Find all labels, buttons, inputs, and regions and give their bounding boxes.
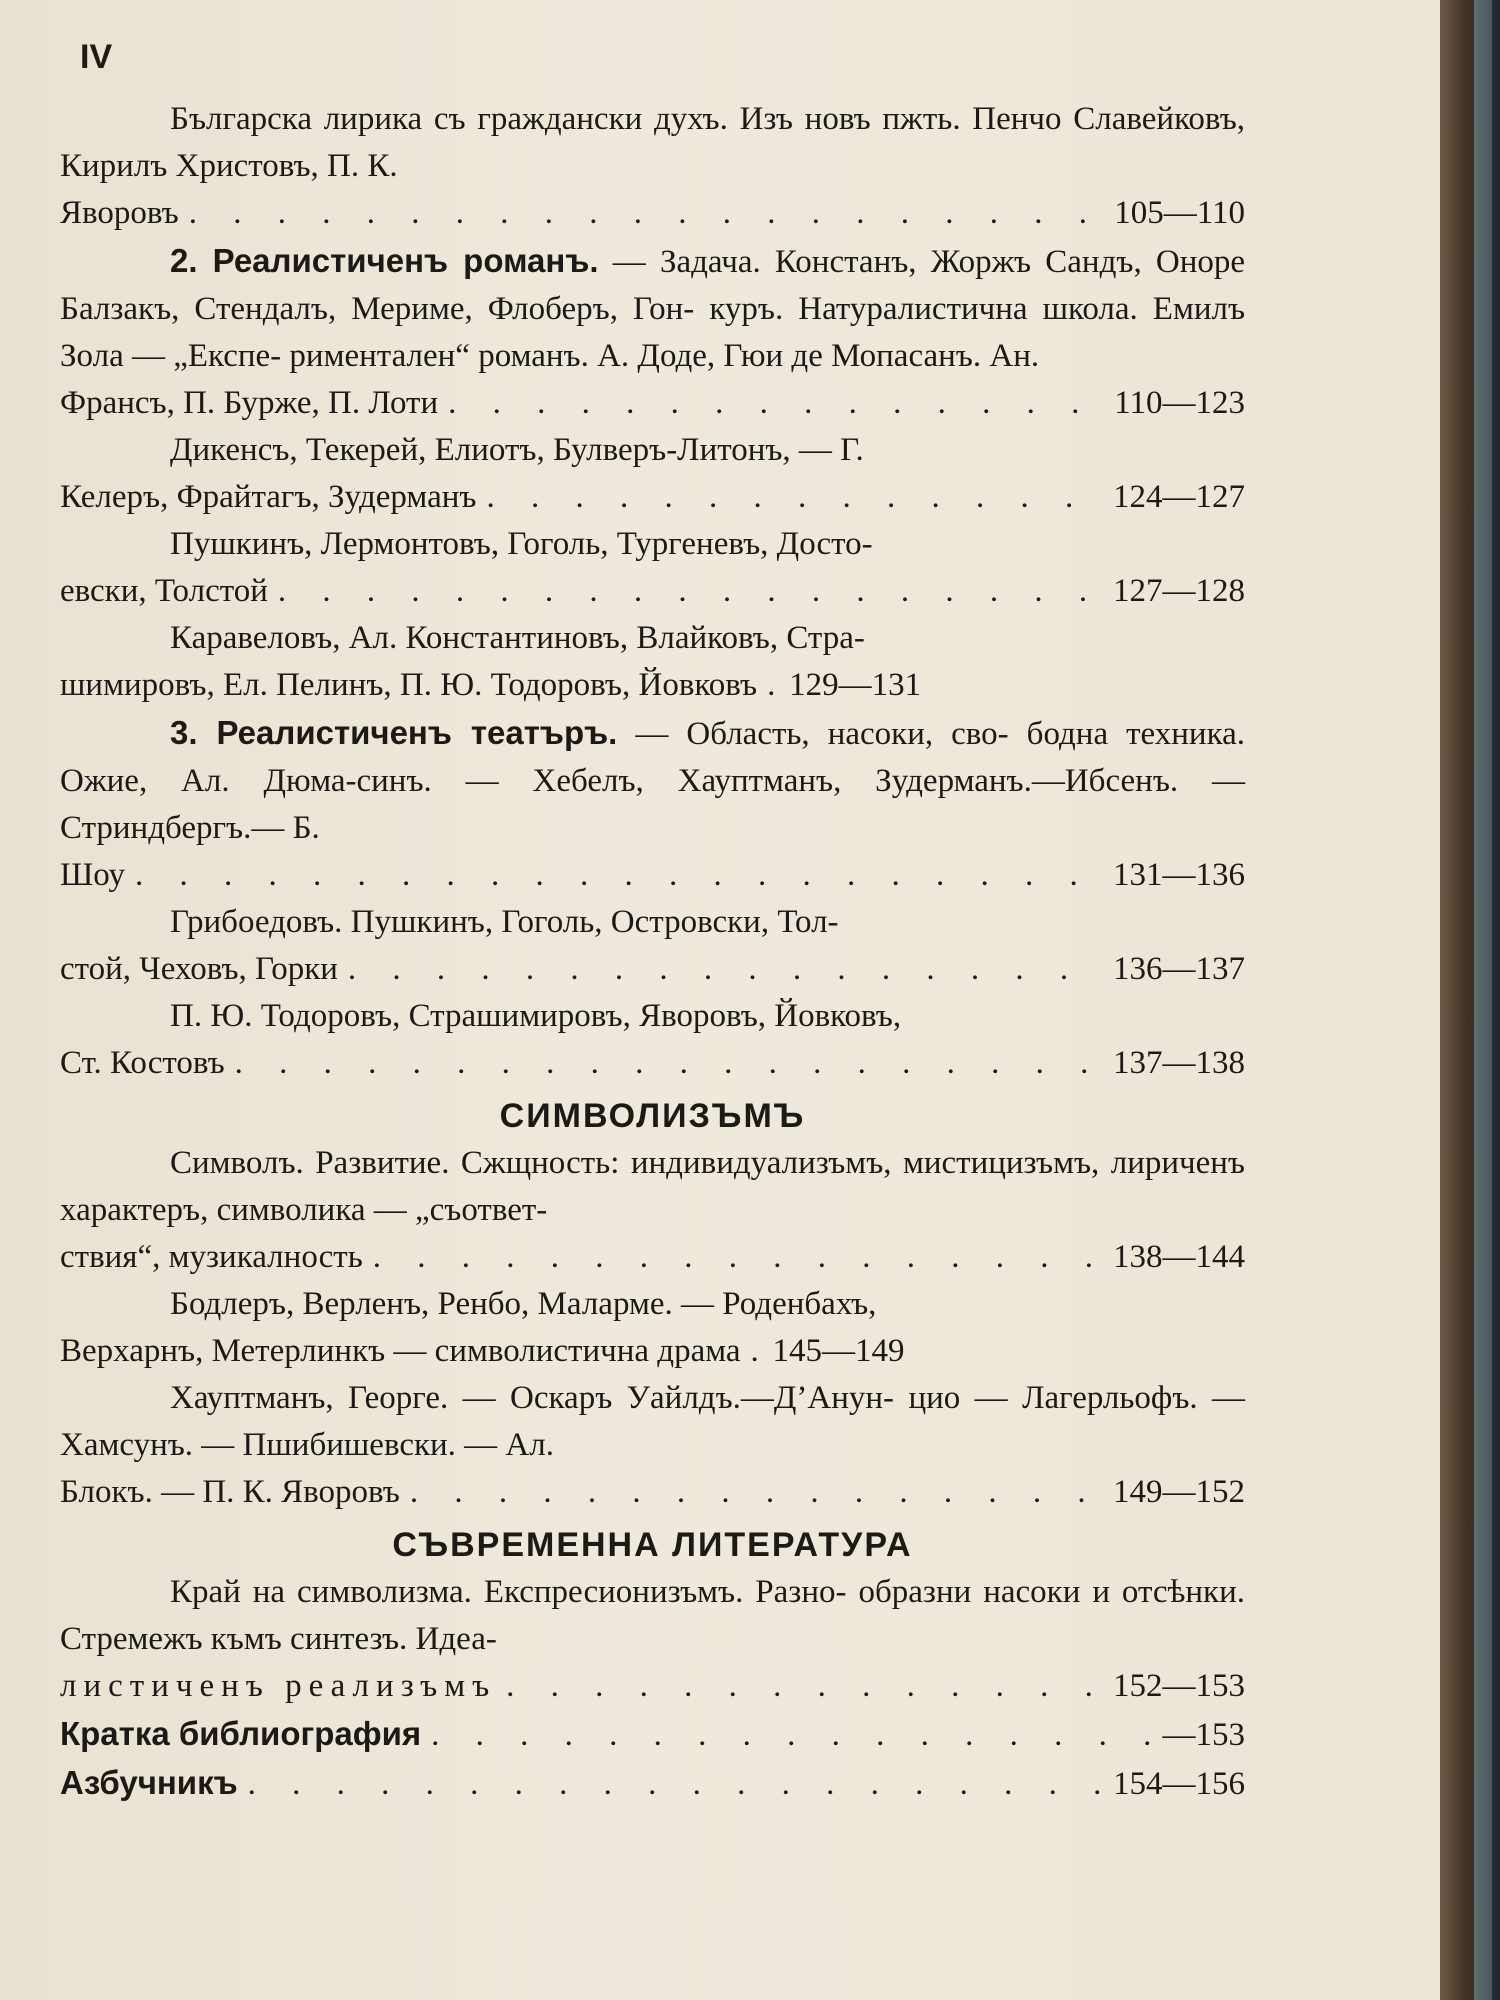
page-range: 152—153 — [1113, 1668, 1245, 1704]
dot-leader — [767, 662, 779, 709]
entry-leader-row — [60, 1663, 1245, 1710]
dot-leader — [189, 190, 1105, 237]
page-range: 136—137 — [1113, 951, 1245, 987]
bibliography-entry — [60, 1710, 1245, 1759]
page-range: 145—149 — [772, 1333, 905, 1369]
entry-last-line: Келеръ, Фрайтагъ, Зудерманъ — [60, 479, 477, 515]
entry-leader-row — [60, 380, 1245, 427]
entry-last-line: стой, Чеховъ, Горки — [60, 951, 338, 987]
page-range: 110—123 — [1114, 385, 1245, 421]
entry-text — [60, 96, 1245, 190]
dot-leader — [751, 1328, 763, 1375]
entry-text — [60, 709, 1245, 852]
entry-leader-row — [60, 946, 1245, 993]
line: цио — Лагерльофъ. — Хамсунъ. — Пшибишевски. — Ал. — [60, 1380, 1246, 1463]
dot-leader — [248, 1761, 1103, 1808]
dot-leader — [135, 852, 1103, 899]
line: Хауптманъ, Зудерманъ.—Ибсенъ. — Стриндбергъ.— Б. — [60, 763, 1246, 846]
subsection-heading: 3. Реалистиченъ театъръ. — [170, 714, 618, 751]
line: Бодлеръ, Верленъ, Ренбо, Маларме. — Роденбахъ, — [170, 1286, 877, 1322]
dot-leader — [235, 1040, 1103, 1087]
entry-last-line: евски, Толстой — [60, 573, 268, 609]
dot-leader — [431, 1712, 1152, 1759]
page-range: 105—110 — [1114, 195, 1245, 231]
line: Пушкинъ, Лермонтовъ, Гоголь, Тургеневъ, Досто- — [170, 526, 873, 562]
line: Каравеловъ, Ал. Константиновъ, Влайковъ, Стра- — [170, 620, 865, 656]
toc-entry — [60, 709, 1245, 899]
section-heading: СИМВОЛИЗЪМЪ — [499, 1097, 806, 1135]
line: Край на символизма. Експресионизъмъ. Разно- — [170, 1574, 847, 1610]
index-entry — [60, 1759, 1245, 1808]
page-range: 127—128 — [1113, 573, 1245, 609]
line: риментален“ романъ. А. Доде, Гюи де Мопасанъ. Ан. — [289, 338, 1040, 374]
entry-last-line: ствия“, музикалность — [60, 1239, 363, 1275]
entry-leader-row — [60, 474, 1245, 521]
line: Сандъ, Оноре Балзакъ, Стендалъ, Мериме, Флоберъ, Гон- — [60, 244, 1246, 327]
page-number: IV — [80, 38, 113, 76]
line: Грибоедовъ. Пушкинъ, Гоголь, Островски, Тол- — [170, 904, 839, 940]
entry-leader-row — [60, 568, 1245, 615]
page-range: 138—144 — [1113, 1239, 1245, 1275]
table-of-contents — [60, 96, 1245, 1808]
toc-entry — [60, 615, 1245, 709]
line: куръ. Натуралистична школа. Емилъ Зола — „Експе- — [60, 291, 1246, 374]
line: Дикенсъ, Текерей, Елиотъ, Булверъ-Литонъ, — Г. — [170, 432, 864, 468]
entry-leader-row — [60, 1328, 1245, 1375]
line: бодна техника. Ожие, Ал. Дюма-синъ. — Хебелъ, — [60, 716, 1246, 799]
entry-last-line: Верхарнъ, Метерлинкъ — символистична драма — [60, 1333, 741, 1369]
entry-text — [60, 615, 1245, 662]
entry-text — [60, 427, 1245, 474]
page-range: 149—152 — [1113, 1474, 1245, 1510]
line: Хауптманъ, Георге. — Оскаръ Уайлдъ.—Д’Анун- — [170, 1380, 895, 1416]
page-range: 131—136 — [1113, 857, 1245, 893]
bibliography-label: Кратка библиография — [60, 1715, 422, 1752]
entry-text — [60, 1375, 1245, 1469]
entry-text — [60, 237, 1245, 380]
toc-entry — [60, 1375, 1245, 1516]
toc-entry — [60, 96, 1245, 237]
entry-text — [60, 993, 1245, 1040]
toc-entry — [60, 1140, 1245, 1281]
index-label: Азбучникъ — [60, 1764, 238, 1801]
toc-entry — [60, 899, 1245, 993]
toc-entry — [60, 1281, 1245, 1375]
dot-leader — [410, 1469, 1103, 1516]
entry-last-line: Ст. Костовъ — [60, 1045, 225, 1081]
entry-leader-row — [60, 662, 1245, 709]
entry-leader-row — [60, 190, 1245, 237]
entry-last-line: Блокъ. — П. К. Яворовъ — [60, 1474, 400, 1510]
entry-text — [60, 521, 1245, 568]
entry-text — [60, 1140, 1245, 1234]
dot-leader — [278, 568, 1103, 615]
entry-last-line: Франсъ, П. Бурже, П. Лоти — [60, 385, 439, 421]
book-cover-strip — [1474, 0, 1492, 2000]
entry-last-line: Шоу — [60, 857, 126, 893]
dot-leader — [348, 946, 1103, 993]
entry-last-line: листиченъ реализъмъ — [60, 1668, 497, 1704]
entry-text — [60, 1569, 1245, 1663]
line: Българска лирика съ граждански духъ. Изъ новъ — [170, 101, 871, 137]
line: пжть. Пенчо Славейковъ, Кирилъ Христовъ, П. К. — [60, 101, 1246, 184]
toc-entry — [60, 237, 1245, 427]
line: П. Ю. Тодоровъ, Страшимировъ, Яворовъ, Йовковъ, — [170, 998, 902, 1034]
entry-leader-row — [60, 1469, 1245, 1516]
line: — Задача. Констанъ, Жоржъ — [598, 244, 1032, 280]
entry-last-line: шимировъ, Ел. Пелинъ, П. Ю. Тодоровъ, Йовковъ — [60, 667, 758, 703]
toc-entry — [60, 1569, 1245, 1710]
page-range: 129—131 — [789, 667, 922, 703]
toc-entry — [60, 993, 1245, 1087]
entry-leader-row — [60, 1234, 1245, 1281]
line: мистицизъмъ, лириченъ характеръ, символика — „съответ- — [60, 1145, 1245, 1228]
subsection-heading: 2. Реалистиченъ романъ. — [170, 242, 599, 279]
page-range: —153 — [1162, 1717, 1245, 1753]
page-range: 124—127 — [1113, 479, 1245, 515]
line: образни насоки и отсѣнки. Стремежъ къмъ синтезъ. Идеа- — [60, 1574, 1245, 1657]
entry-last-line: Яворовъ — [60, 195, 179, 231]
page-range: 154—156 — [1113, 1766, 1245, 1802]
toc-entry — [60, 521, 1245, 615]
entry-leader-row — [60, 852, 1245, 899]
entry-leader-row — [60, 1040, 1245, 1087]
page-range: 137—138 — [1113, 1045, 1245, 1081]
entry-text — [60, 1281, 1245, 1328]
dot-leader — [373, 1234, 1103, 1281]
dot-leader — [448, 380, 1104, 427]
line: — Область, насоки, сво- — [617, 716, 1009, 752]
toc-entry — [60, 427, 1245, 521]
section-heading: СЪВРЕМЕННА ЛИТЕРАТУРА — [392, 1526, 913, 1564]
dot-leader — [486, 474, 1103, 521]
entry-text — [60, 899, 1245, 946]
dot-leader — [506, 1663, 1103, 1710]
line: Символъ. Развитие. Сжщность: индивидуализъмъ, — [170, 1145, 892, 1181]
